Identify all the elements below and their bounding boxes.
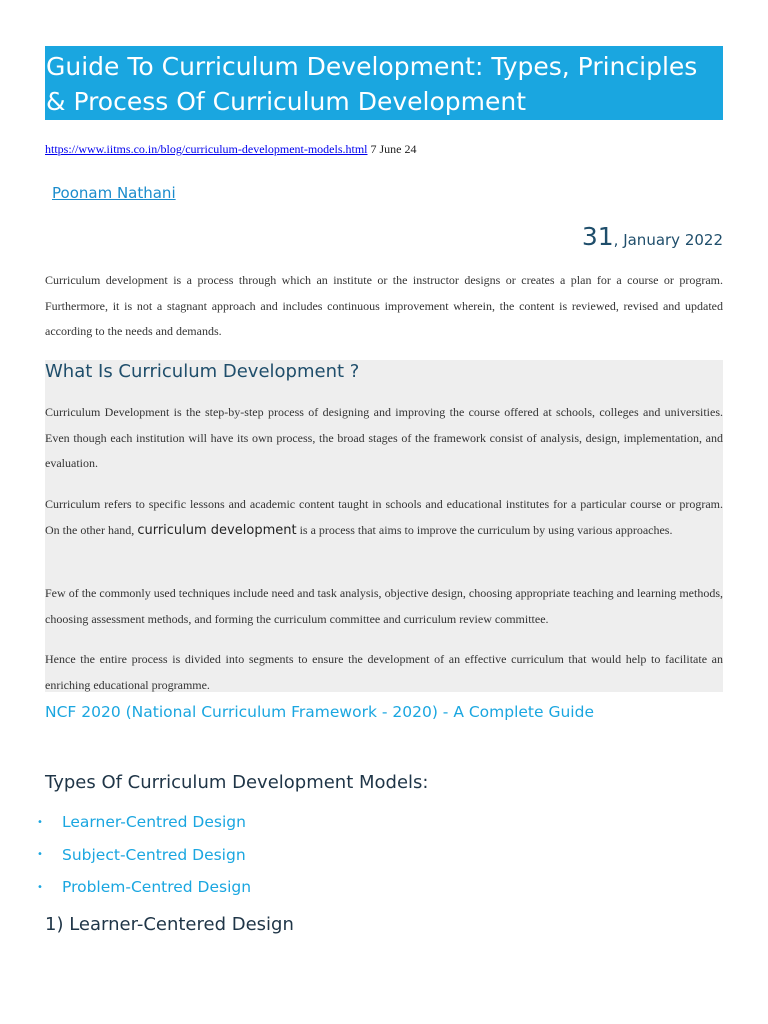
list-item[interactable] — [37, 871, 251, 904]
page-title-line-2: & Process Of Curriculum Development — [46, 87, 526, 116]
intro-paragraph: Curriculum development is a process through which an institute or the instructor designs or creates a plan for a course or program. Furthermore, it is not a stagnant approach and includes continuous improvement wherein, the content is reviewed, revised and updated according to the needs and demands. — [45, 273, 723, 338]
model-link[interactable]: Learner-Centred Design — [62, 813, 246, 832]
author-link[interactable]: Poonam Nathani — [52, 184, 176, 202]
source-line — [45, 142, 417, 157]
list-item[interactable] — [37, 839, 251, 872]
what-is-paragraph-4: Hence the entire process is divided into segments to ensure the development of an effective curriculum that would help to facilitate an enriching educational programme. — [45, 652, 723, 692]
model-link[interactable]: Problem-Centred Design — [62, 878, 252, 897]
paragraph-2-before: Curriculum refers to specific lessons and academic content taught in schools and educational institutes for a particular course or program. On the other hand, — [45, 497, 723, 537]
publish-date-month-year: , January 2022 — [613, 231, 723, 249]
what-is-heading: What Is Curriculum Development ? — [45, 361, 360, 382]
bullet-icon: • — [37, 849, 43, 861]
bullet-icon: • — [37, 816, 43, 828]
what-is-paragraph-1: Curriculum Development is the step-by-step process of designing and improving the course offered at schools, colleges and universities. Even though each institution will have its own process, the broad stages of the framework consist of analysis, design, implementation, and evaluation. — [45, 405, 723, 470]
model-link[interactable]: Subject-Centred Design — [62, 845, 246, 864]
ncf-guide-link[interactable]: NCF 2020 (National Curriculum Framework - 2020) - A Complete Guide — [45, 703, 594, 721]
publish-date-day: 31 — [581, 222, 614, 251]
paragraph-2-after: is a process that aims to improve the curriculum by using various approaches. — [296, 522, 673, 537]
source-link[interactable]: https://www.iitms.co.in/blog/curriculum-development-models.html — [45, 142, 368, 156]
list-item[interactable] — [37, 806, 251, 839]
bullet-icon: • — [37, 881, 43, 893]
page-title-line-1: Guide To Curriculum Development: Types, Principles — [46, 52, 698, 81]
curriculum-development-term: curriculum development — [137, 522, 297, 538]
types-heading: Types Of Curriculum Development Models: — [45, 772, 429, 793]
learner-centered-heading: 1) Learner-Centered Design — [45, 914, 294, 935]
publish-date — [582, 222, 723, 251]
page-title — [45, 46, 723, 120]
models-list — [37, 806, 251, 904]
source-date-note: 7 June 24 — [367, 142, 417, 156]
what-is-paragraph-2 — [45, 492, 723, 543]
what-is-paragraph-3: Few of the commonly used techniques include need and task analysis, objective design, choosing appropriate teaching and learning methods, choosing assessment methods, and forming the curriculum committee and curriculum review committee. — [45, 586, 723, 626]
